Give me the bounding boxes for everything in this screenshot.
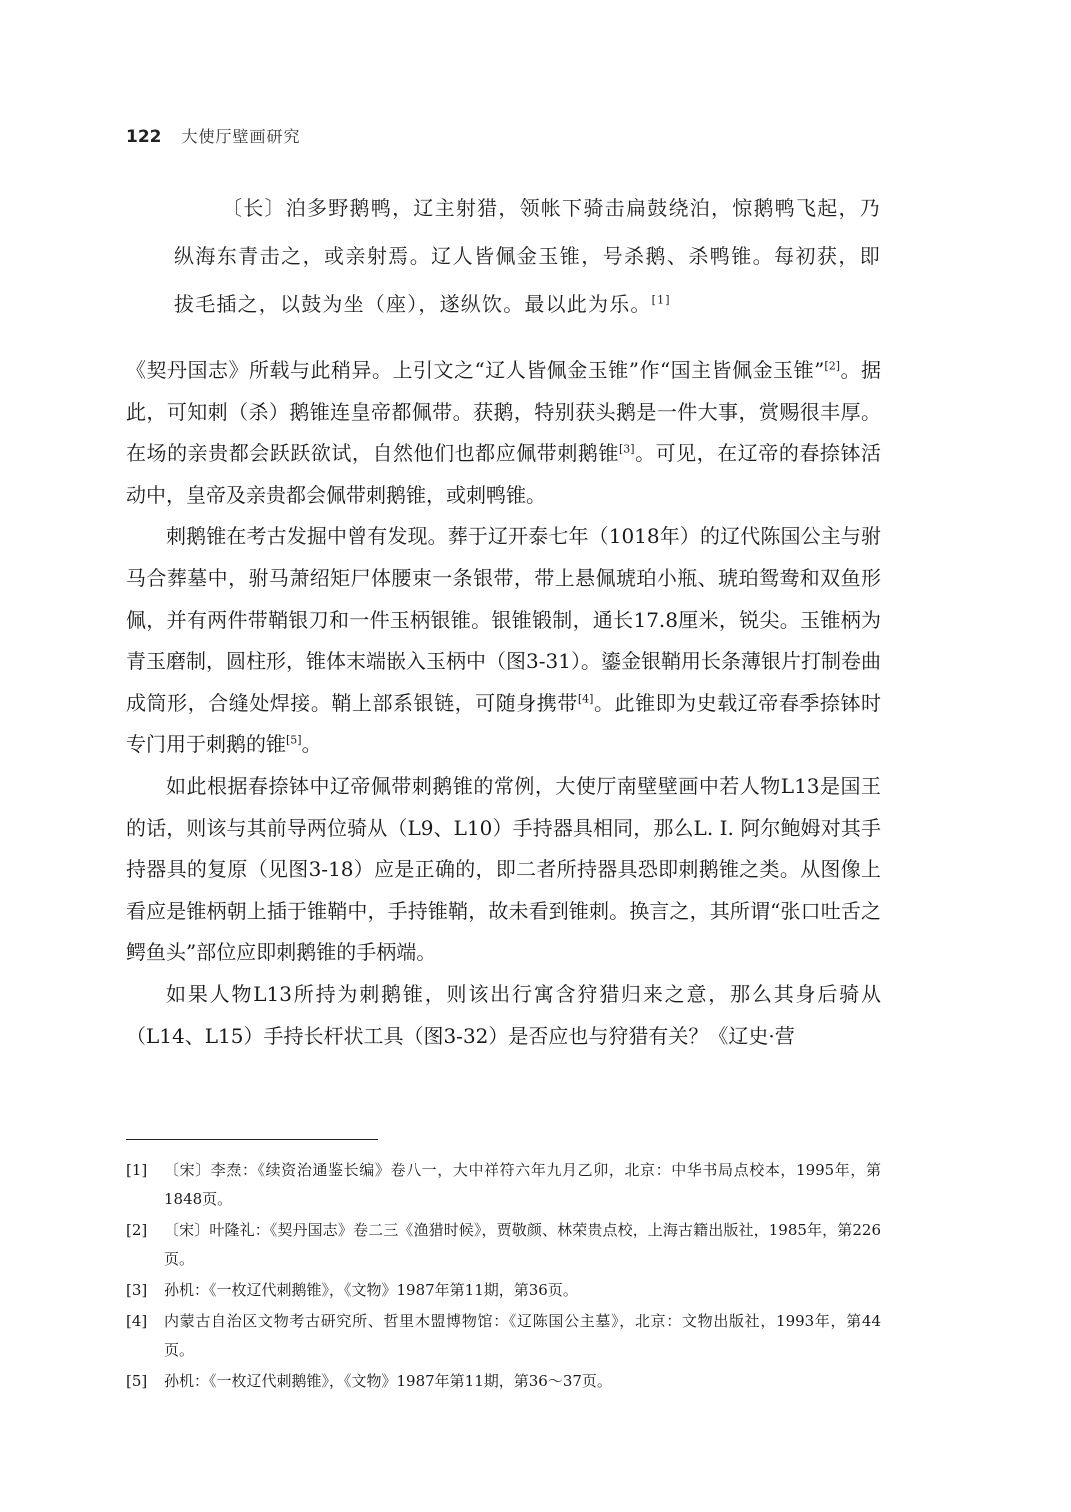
footnote-ref-4: [4] bbox=[577, 692, 594, 706]
book-title: 大使厅壁画研究 bbox=[181, 127, 301, 146]
paragraph-text: 如此根据春捺钵中辽帝佩带刺鹅锥的常例，大使厅南壁壁画中若人物L13是国王的话，则该与其前导两位骑从（L9、L10）手持器具相同，那么L. I. 阿尔鲍姆对其手持器具的复原（见图3-18）应是正确的，即二者所持器具恐即刺鹅锥之类。从图像上看应是锥柄朝上插于锥鞘中，手持锥鞘，故未看到锥刺。换言之，其所谓“张口吐舌之鳄鱼头”部位应即刺鹅锥的手柄端。 bbox=[126, 773, 881, 965]
footnote-text: 孙机：《一枚辽代刺鹅锥》，《文物》1987年第11期，第36页。 bbox=[164, 1281, 578, 1299]
paragraph bbox=[126, 350, 881, 516]
quote-text: 〔长〕泊多野鹅鸭，辽主射猎，领帐下骑击扁鼓绕泊，惊鹅鸭飞起，乃纵海东青击之，或亲射焉。辽人皆佩金玉锥，号杀鹅、杀鸭锥。每初获，即拔毛插之，以鼓为坐（座），遂纵饮。最以此为乐。 bbox=[174, 196, 881, 316]
footnotes bbox=[126, 1156, 881, 1398]
footnote-text: 〔宋〕李焘：《续资治通鉴长编》卷八一，大中祥符六年九月乙卯，北京：中华书局点校本，1995年，第1848页。 bbox=[164, 1161, 881, 1208]
block-quote bbox=[126, 184, 881, 328]
footnote-ref-3: [3] bbox=[618, 442, 635, 456]
footnote-text: 〔宋〕叶隆礼：《契丹国志》卷二三《渔猎时候》，贾敬颜、林荣贵点校，上海古籍出版社，1985年，第226页。 bbox=[164, 1221, 881, 1268]
paragraph-text: 《契丹国志》所载与此稍异。上引文之“辽人皆佩金玉锥”作“国主皆佩金玉锥” bbox=[126, 358, 825, 382]
footnote-divider bbox=[126, 1139, 378, 1140]
paragraph-text: 。 bbox=[301, 732, 322, 757]
page-number: 122 bbox=[126, 127, 162, 147]
footnote-marker: [3] bbox=[126, 1281, 148, 1299]
paragraph-text: 刺鹅锥在考古发掘中曾有发现。葬于辽开泰七年（1018年）的辽代陈国公主与驸马合葬墓中，驸马萧绍矩尸体腰束一条银带，带上悬佩琥珀小瓶、琥珀鸳鸯和双鱼形佩，并有两件带鞘银刀和一件玉柄银锥。银锥锻制，通长17.8厘米，锐尖。玉锥柄为青玉磨制，圆柱形，锥体末端嵌入玉柄中（图3-31）。鎏金银鞘用长条薄银片打制卷曲成筒形，合缝处焊接。鞘上部系银链，可随身携带 bbox=[126, 524, 881, 715]
main-body bbox=[126, 350, 881, 1057]
footnote-ref-5: [5] bbox=[286, 733, 302, 747]
footnote-marker: [2] bbox=[126, 1221, 148, 1239]
paragraph bbox=[126, 974, 881, 1057]
footnote-ref-2: [2] bbox=[824, 359, 840, 373]
footnote-marker: [1] bbox=[126, 1161, 148, 1179]
footnote-text: 孙机：《一枚辽代刺鹅锥》，《文物》1987年第11期，第36～37页。 bbox=[164, 1372, 612, 1390]
footnote-item bbox=[126, 1307, 881, 1365]
running-header bbox=[126, 124, 301, 147]
paragraph-text: 。此锥即为史载辽帝春季捺钵时专门用于刺鹅的锥 bbox=[126, 690, 881, 757]
footnote-ref-1: [1] bbox=[651, 293, 671, 307]
paragraph-text: 如果人物L13所持为刺鹅锥，则该出行寓含狩猎归来之意，那么其身后骑从（L14、L15）手持长杆状工具（图3-32）是否应也与狩猎有关？《辽史·营 bbox=[126, 981, 881, 1048]
paragraph bbox=[126, 766, 881, 974]
footnote-item bbox=[126, 1216, 881, 1274]
footnote-marker: [5] bbox=[126, 1372, 148, 1390]
footnote-marker: [4] bbox=[126, 1312, 148, 1330]
footnote-item bbox=[126, 1276, 881, 1305]
paragraph bbox=[126, 516, 881, 766]
paragraph-text: 。可见，在辽帝的春捺钵活动中，皇帝及亲贵都会佩带刺鹅锥，或刺鸭锥。 bbox=[126, 441, 881, 507]
paragraph-text: 。据此，可知刺（杀）鹅锥连皇帝都佩带。获鹅，特别获头鹅是一件大事，赏赐很丰厚。在场的亲贵都会跃跃欲试，自然他们也都应佩带刺鹅锥 bbox=[126, 358, 881, 466]
footnote-item bbox=[126, 1367, 881, 1396]
footnote-item bbox=[126, 1156, 881, 1214]
footnote-text: 内蒙古自治区文物考古研究所、哲里木盟博物馆：《辽陈国公主墓》，北京：文物出版社，1993年，第44页。 bbox=[164, 1312, 881, 1359]
